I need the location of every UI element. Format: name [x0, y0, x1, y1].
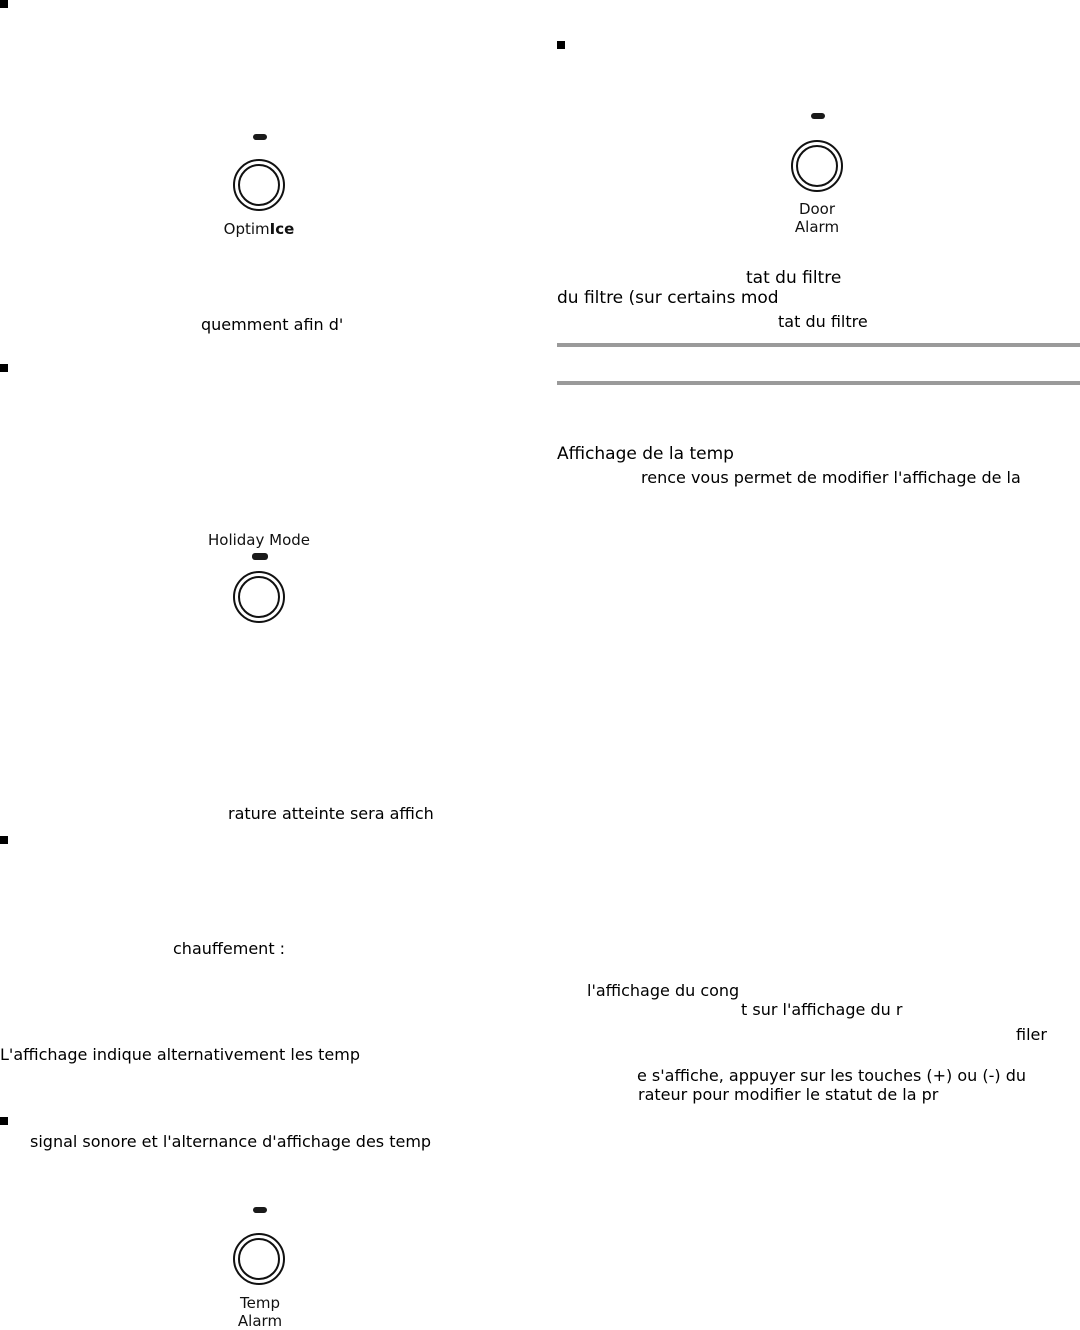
section-bullet	[0, 364, 8, 372]
text-fragment: chauffement :	[173, 939, 286, 958]
text-fragment: signal sonore et l'alternance d'affichage des temp	[30, 1132, 432, 1151]
door-alarm-indicator-light	[811, 113, 825, 119]
text-fragment: quemment afin d'	[201, 315, 344, 334]
optimice-label-light: Optim	[223, 220, 270, 238]
optimice-indicator-light	[253, 134, 267, 140]
text-fragment: filer	[1016, 1025, 1047, 1044]
door-alarm-label-line1: Door	[798, 200, 836, 218]
text-fragment: rature atteinte sera affich	[228, 804, 434, 823]
divider	[557, 381, 1080, 385]
text-fragment: du filtre (sur certains mod	[557, 288, 779, 308]
temp-alarm-indicator-light	[253, 1207, 267, 1213]
text-fragment: tat du filtre	[778, 312, 868, 331]
door-alarm-button[interactable]	[791, 140, 843, 192]
temp-alarm-label	[210, 1294, 310, 1330]
temp-alarm-label-line2: Alarm	[237, 1312, 283, 1330]
optimice-button[interactable]	[233, 159, 285, 211]
divider	[557, 343, 1080, 347]
text-fragment: t sur l'affichage du r	[741, 1000, 903, 1019]
text-fragment: L'affichage indique alternativement les temp	[0, 1045, 360, 1064]
text-fragment: Affichage de la temp	[557, 444, 734, 464]
holiday-mode-label: Holiday Mode	[207, 531, 311, 549]
temp-alarm-button[interactable]	[233, 1233, 285, 1285]
text-fragment: rence vous permet de modifier l'affichage de la	[641, 468, 1021, 487]
section-bullet	[557, 41, 565, 49]
temp-alarm-label-line1: Temp	[240, 1294, 280, 1312]
section-bullet	[0, 1117, 8, 1125]
section-bullet	[0, 0, 8, 8]
text-fragment: e s'affiche, appuyer sur les touches (+) ou (-) du	[637, 1066, 1027, 1085]
door-alarm-label	[767, 200, 867, 236]
text-fragment: l'affichage du cong	[587, 981, 740, 1000]
text-fragment: rateur pour modifier le statut de la pr	[638, 1085, 939, 1104]
optimice-label-bold: Ice	[269, 220, 295, 238]
holiday-mode-indicator-light	[252, 553, 268, 560]
text-fragment: tat du filtre	[746, 268, 842, 288]
optimice-label	[208, 220, 310, 238]
door-alarm-label-line2: Alarm	[794, 218, 840, 236]
section-bullet	[0, 836, 8, 844]
holiday-mode-button[interactable]	[233, 571, 285, 623]
